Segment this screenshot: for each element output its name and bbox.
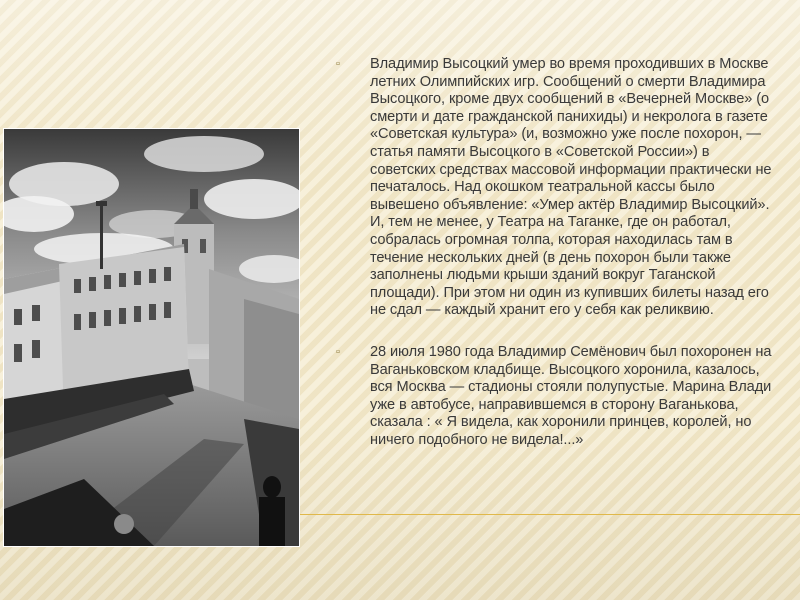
paragraph-2 <box>336 344 776 450</box>
accent-divider-line <box>300 514 800 515</box>
bullet-square-icon: ▫ <box>336 345 340 358</box>
street-crowd-photo-image <box>4 129 299 546</box>
paragraph-2-text: 28 июля 1980 года Владимир Семёнович был похоронен на Ваганьковском кладбище. Высоцкого хоронила, казалось, вся Москва — стадионы стояли полупустые. Марина Влади уже в автобусе, направившемся в сторону Ваганькова, сказала : « Я видела, как хоронили принцев, королей, но ничего подобного не видела!...» <box>370 343 772 448</box>
street-crowd-photo <box>4 129 299 546</box>
text-block <box>336 56 776 473</box>
bullet-square-icon: ▫ <box>336 58 340 70</box>
paragraph-1 <box>336 56 776 320</box>
paragraph-1-text: Владимир Высоцкий умер во время проходивших в Москве летних Олимпийских игр. Сообщений о смерти Владимира Высоцкого, кроме двух сообщений в «Вечерней Москве» (о смерти и дате гражданской панихиды) и некролога в газете «Советская культура» (и, возможно уже после похорон, — статья памяти Высоцкого в «Советской России») в советских средствах массовой информации практически не печаталось. Над окошком театральной кассы было вывешено объявление: «Умер актёр Владимир Высоцкий». И, тем не менее, у Театра на Таганке, где он работал, собралась огромная толпа, которая находилась там в течение нескольких дней (в день похорон были также заполнены людьми крыши зданий вокруг Таганской площади). При этом ни один из купивших билеты назад его не сдал — каждый хранит его у себя как реликвию. <box>370 56 772 319</box>
